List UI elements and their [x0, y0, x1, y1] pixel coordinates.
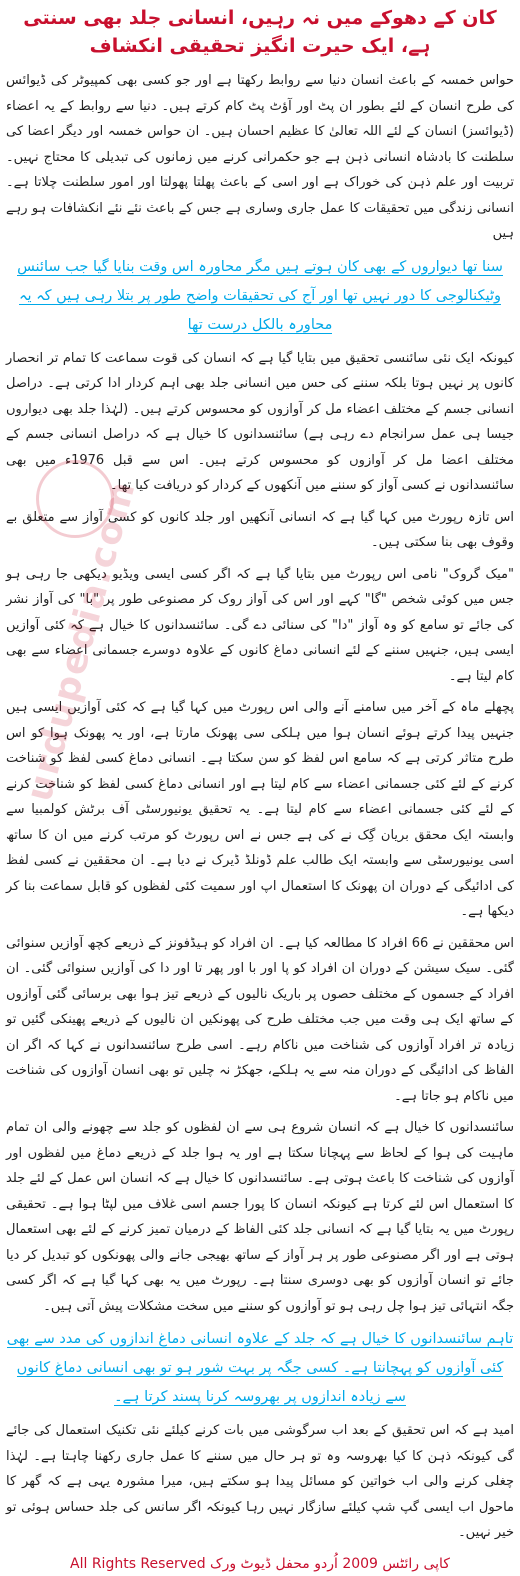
subheading-text: تاہم سائنسدانوں کا خیال ہے کہ جلد کے علاوہ انسانی دماغ اندازوں کی مدد سے بھی کئی آوازوں کو پہچانتا ہے۔ کسی جگہ پر بہت شور ہو تو بھی انسانی دماغ کانوں سے زیادہ اندازوں پر بھروسہ کرنا پسند کرتا ہے۔: [6, 1331, 514, 1405]
watermark-text: urdupedia.com: [18, 475, 144, 806]
subheading-text: سنا تھا دیواروں کے بھی کان ہوتے ہیں مگر محاورہ اس وقت بنایا گیا جب سائنس وٹیکنالوجی کا دور نہیں تھا اور آج کی تحقیقات واضح طور پر بتلا رہی ہیں کہ یہ محاورہ بالکل درست تھا: [17, 258, 503, 333]
article-paragraph: سائنسدانوں کا خیال ہے کہ انسان شروع ہی سے ان لفظوں کو جلد سے چھونے والی ان تمام ماہیت کی ہوا کے لحاظ سے پہچانا سکتا ہے اور یہ ہوا جلد کے ذریعے دماغ میں لفظوں اور آوازوں کی شناخت کا باعث ہوتی ہے۔ سائنسدانوں کا خیال ہے کہ انسان اس عمل کے لئے جلد کا استعمال اس لئے کرتا ہے کیونکہ انسان کا پورا جسم اسی غلاف میں لپٹا ہوا ہے۔ تحقیقی رپورٹ میں یہ بتایا گیا ہے کہ انسانی جلد کئی الفاظ کے درمیان تمیز کرنے کے لئے بھی استعمال ہوتی ہے اور اگر مصنوعی طور پر ہر آواز کے ساتھ بھیجی جانے والی پھونکوں کو تبدیل کر دیا جائے تو انسان آوازوں کو بھی دوسری سنتا ہے۔ رپورٹ میں یہ بھی کہا گیا ہے کہ اگر کسی جگہ انتہائی تیز ہوا چل رہی ہو تو آوازوں کو سننے میں سخت مشکلات پیش آتی ہیں۔: [6, 1120, 514, 1314]
article-paragraph: اس تازہ رپورٹ میں کہا گیا ہے کہ انسانی آنکھیں اور جلد کانوں کو کسی آواز سے متعلق بے وقوف بھی بنا سکتی ہیں۔: [6, 509, 514, 550]
article-paragraph: اس محققین نے 66 افراد کا مطالعہ کیا ہے۔ ان افراد کو ہیڈفونز کے ذریعے کچھ آوازیں سنوائی گئی۔ سیک سیشن کے دوران ان افراد کو پا اور با اور پھر تا اور دا کی آوازیں سنوائی گئی۔ ان افراد کے جسموں کے مختلف حصوں پر باریک نالیوں کے ذریعے تیز ہوا بھی برسائی گئی آوازوں کے ساتھ ایک ہی وقت میں جب مختلف طرح کی پھونکیں ان نالیوں کے ذریعے پھینکی گئیں تو زیادہ تر افراد آوازوں کی شناخت میں ناکام رہے۔ اسی طرح سائنسدانوں نے کہا کہ اگر ان الفاظ کی ادائیگی کے دوران منہ سے یہ ہلکے، جھکڑ نہ چلیں تو بھی انسان آوازوں کی شناخت میں ناکام ہو جاتا ہے۔: [6, 935, 514, 1104]
article-subheading: [6, 1325, 514, 1412]
article-paragraph: حواس خمسہ کے باعث انسان دنیا سے روابط رکھتا ہے اور جو کسی بھی کمپیوٹر کی ڈیوائس کی طرح انسان کے لئے بطور ان پٹ اور آؤٹ پٹ کام کرتے ہیں۔ دنیا سے روابط کے یہ اعضاء (ڈیوائسز) انسان کے لئے اللہ تعالیٰ کا عظیم احسان ہیں۔ ان حواس خمسہ اور دیگر اعضا کی سلطنت کا بادشاہ انسانی ذہن ہے جو حکمرانی کرنے میں زمانوں کی تبدیلی کا محتاج نہیں۔ تربیت اور علم ذہن کی خوراک ہے اور اسی کے باعث پھلتا پھولتا اور امور سلطنت چلاتا ہے۔ انسانی زندگی میں تحقیقات کا عمل جاری وساری ہے جس کے باعث نئے نئے انکشافات ہو رہے ہیں: [6, 73, 514, 241]
article-paragraph: "میک گروک" نامی اس رپورٹ میں بتایا گیا ہے کہ اگر کسی ایسی ویڈیو دیکھی جا رہی ہو جس میں کوئی شخص "گا" کہے اور اس کی آواز روک کر مصنوعی طور پر "با" کی آواز نشر کی جائے تو سامع کو وہ آواز "دا" کی سنائی دے گی۔ سائنسدانوں کا خیال ہے کہ کئی آوازیں ایسی ہیں، جنہیں سننے کے لئے انسانی دماغ کانوں کے علاوہ دوسرے جسمانی اعضاء سے بھی کام لیتا ہے۔: [6, 566, 514, 684]
copyright-footer: کاپی رائٹس 2009 اُردو محفل ڈیوٹ ورک All Rights Reserved: [70, 1555, 450, 1572]
article-subheading: [6, 253, 514, 340]
article-paragraph: کیونکہ ایک نئی سائنسی تحقیق میں بتایا گیا ہے کہ انسان کی قوت سماعت کا تمام تر انحصار کانوں پر نہیں ہوتا بلکہ سننے کی حس میں انسانی جلد بھی اہم کردار ادا کرتی ہے۔ دراصل انسانی جسم کے مختلف اعضاء مل کر آوازوں کو محسوس کرتے ہیں۔ (لہٰذا جلد بھی دیواروں جیسا ہی عمل سرانجام دے رہی ہے) سائنسدانوں کا خیال ہے کہ دراصل انسانی جسم کے مختلف اعضا مل کر آوازوں کو محسوس کرتے ہیں۔ اس سے قبل 1976ء میں بھی سائنسدانوں نے کسی آواز کو سننے میں آنکھوں کے کردار کو دریافت کیا تھا۔: [6, 350, 515, 493]
article-paragraph: پچھلے ماہ کے آخر میں سامنے آنے والی اس رپورٹ میں کہا گیا ہے کہ کئی آوازیں ایسی ہیں جنہیں پیدا کرتے ہوئے انسان ہوا میں ہلکی سی پھونک مارتا ہے، اور یہ پھونک ہوا کو اس طرح متاثر کرتی ہے کہ سامع اس لفظ کو سن سکتا ہے۔ انسانی دماغ کسی لفظ کو شناخت کرنے کے لئے کئی جسمانی اعضاء سے کام لیتا ہے اور انسانی دماغ کسی لفظ کو شناخت کرنے کے لئے کئی جسمانی اعضاء سے کام لیتا ہے۔ یہ تحقیق یونیورسٹی آف برٹش کولمبیا سے وابستہ ایک محقق بریان گِک نے کی ہے جس نے اس رپورٹ کو مرتب کرنے میں ان کا ساتھ اسی یونیورسٹی سے وابستہ ایک طالب علم ڈونلڈ ڈیرک نے دیا ہے۔ ان محققین نے کسی لفظ کی ادائیگی کے دوران ان پھونک کا استعمال اپ اور سمیت کئی لفظوں کو قابل سماعت بنا کر دیکھا ہے۔: [6, 700, 514, 919]
article-title: کان کے دھوکے میں نہ رہیں، انسانی جلد بھی سنتی ہے، ایک حیرت انگیز تحقیقی انکشاف: [23, 7, 497, 57]
article-paragraph: امید ہے کہ اس تحقیق کے بعد اب سرگوشی میں بات کرنے کیلئے نئی تکنیک استعمال کی جائے گی کیونکہ ذہن کا کیا بھروسہ وہ تو ہر حال میں سننے کا عمل جاری رکھنا چاہتا ہے۔ لہٰذا چغلی کرنے والی اب خواتین کو مسائل پیدا ہو سکتے ہیں، میرا مشورہ یہی ہے کہ گھر کا ماحول اب ایسی گپ شپ کیلئے سازگار نہیں رہا کیونکہ اگر سانس کی جلد حساس ہوئی تو خیر نہیں۔: [6, 1423, 514, 1540]
